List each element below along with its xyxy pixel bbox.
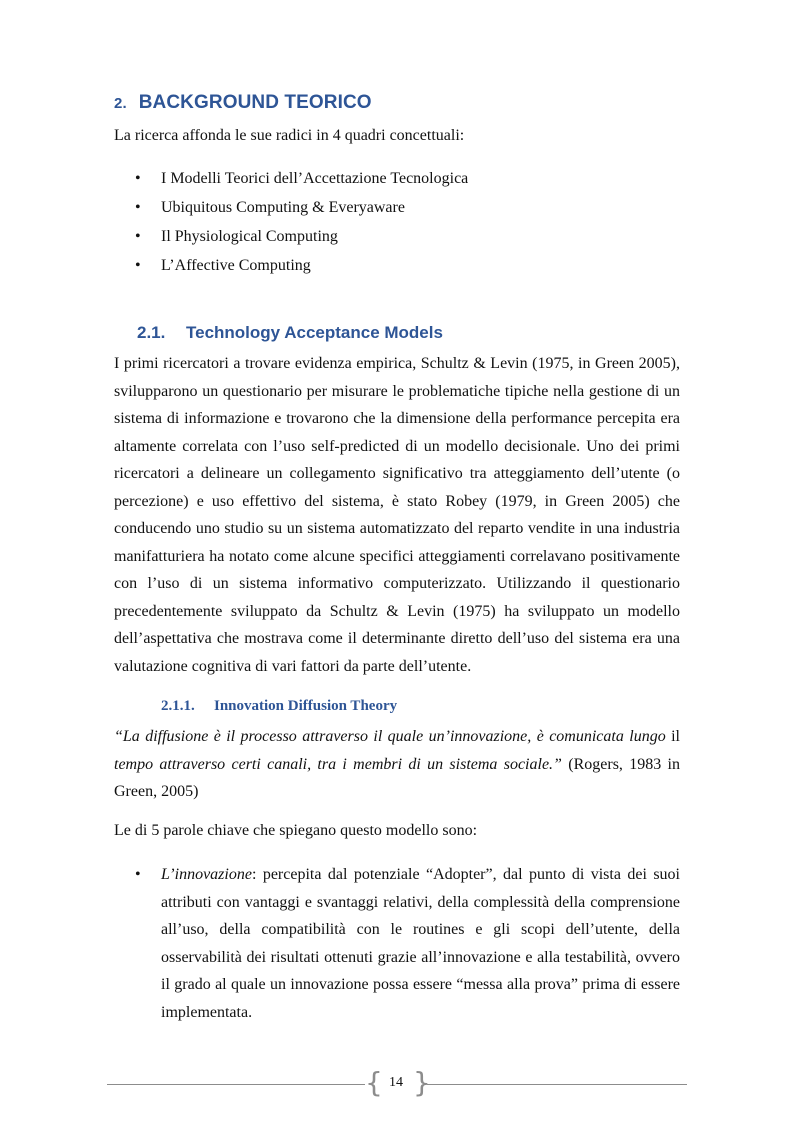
subsubsection-number: 2.1.1.	[161, 698, 195, 714]
list-item: • Il Physiological Computing	[114, 227, 468, 256]
quote-citation: (Rogers, 1983 in Green, 2005)	[114, 755, 680, 800]
footer-divider-left	[107, 1084, 365, 1085]
list-item: • Ubiquitous Computing & Everyaware	[114, 198, 468, 227]
right-brace-icon: }	[413, 1066, 431, 1099]
quote-text-part1: “La diffusione è il processo attraverso il quale un’innovazione, è comunicata lungo	[114, 728, 666, 745]
keyword-list	[114, 861, 680, 1026]
subsection-title: Technology Acceptance Models	[186, 323, 443, 342]
quote-connector: il	[665, 728, 680, 745]
keyword-description: : percepita dal potenziale “Adopter”, dal punto di vista dei suoi attributi con vantaggi e svantaggi relativi, della complessità della comprensione all’uso, della compatibilità con le routines e gli scopi dell’utente, della osservabilità dei risultati ottenuti grazie all’innovazione e alla testabilità, ovvero il grado al quale un innovazione possa essere “messa alla prova” prima di essere implementata.	[161, 866, 680, 1021]
subsection-number: 2.1.	[137, 323, 166, 342]
section-number: 2.	[114, 95, 127, 112]
footer-divider-right	[427, 1084, 687, 1085]
subsubsection-title: Innovation Diffusion Theory	[214, 698, 398, 714]
section-intro: La ricerca affonda le sue radici in 4 quadri concettuali:	[114, 127, 465, 144]
list-item: • I Modelli Teorici dell’Accettazione Tecnologica	[114, 169, 468, 198]
body-paragraph: I primi ricercatori a trovare evidenza empirica, Schultz & Levin (1975, in Green 2005), svilupparono un questionario per misurare le problematiche tipiche nella gestione di un sistema di informazione e trovarono che la dimensione della performance percepita era altamente correlata con l’uso self-predicted di un modello decisionale. Uno dei primi ricercatori a delineare un collegamento significativo tra atteggiamento dell’utente (o percezione) e uso effettivo del sistema, è stato Robey (1979, in Green 2005) che conducendo uno studio su un sistema automatizzato del reparto vendite in una industria manifatturiera ha notato come alcune specifici atteggiamenti correlavano positivamente con l’uso di un sistema informativo computerizzato. Utilizzando il questionario precedentemente sviluppato da Schultz & Levin (1975) ha sviluppato un modello dell’aspettativa che mostrava come il determinante diretto dell’uso del sistema era una valutazione cognitiva di vari fattori da parte dell’utente.	[114, 355, 680, 675]
subsubsection-heading	[161, 698, 397, 715]
list-item	[114, 861, 680, 1026]
section-heading	[114, 92, 372, 114]
concept-list	[114, 169, 468, 285]
subsection-heading	[137, 323, 443, 343]
section-title: BACKGROUND TEORICO	[138, 92, 372, 113]
list-item: • L’Affective Computing	[114, 256, 468, 285]
left-brace-icon: {	[365, 1066, 383, 1099]
keywords-lede: Le di 5 parole chiave che spiegano questo modello sono:	[114, 822, 478, 839]
keyword-term: L’innovazione	[161, 866, 252, 883]
page-number: 14	[389, 1075, 403, 1090]
quote-text-part2: tempo attraverso certi canali, tra i membri di un sistema sociale.”	[114, 755, 562, 773]
quote-paragraph	[114, 723, 680, 806]
